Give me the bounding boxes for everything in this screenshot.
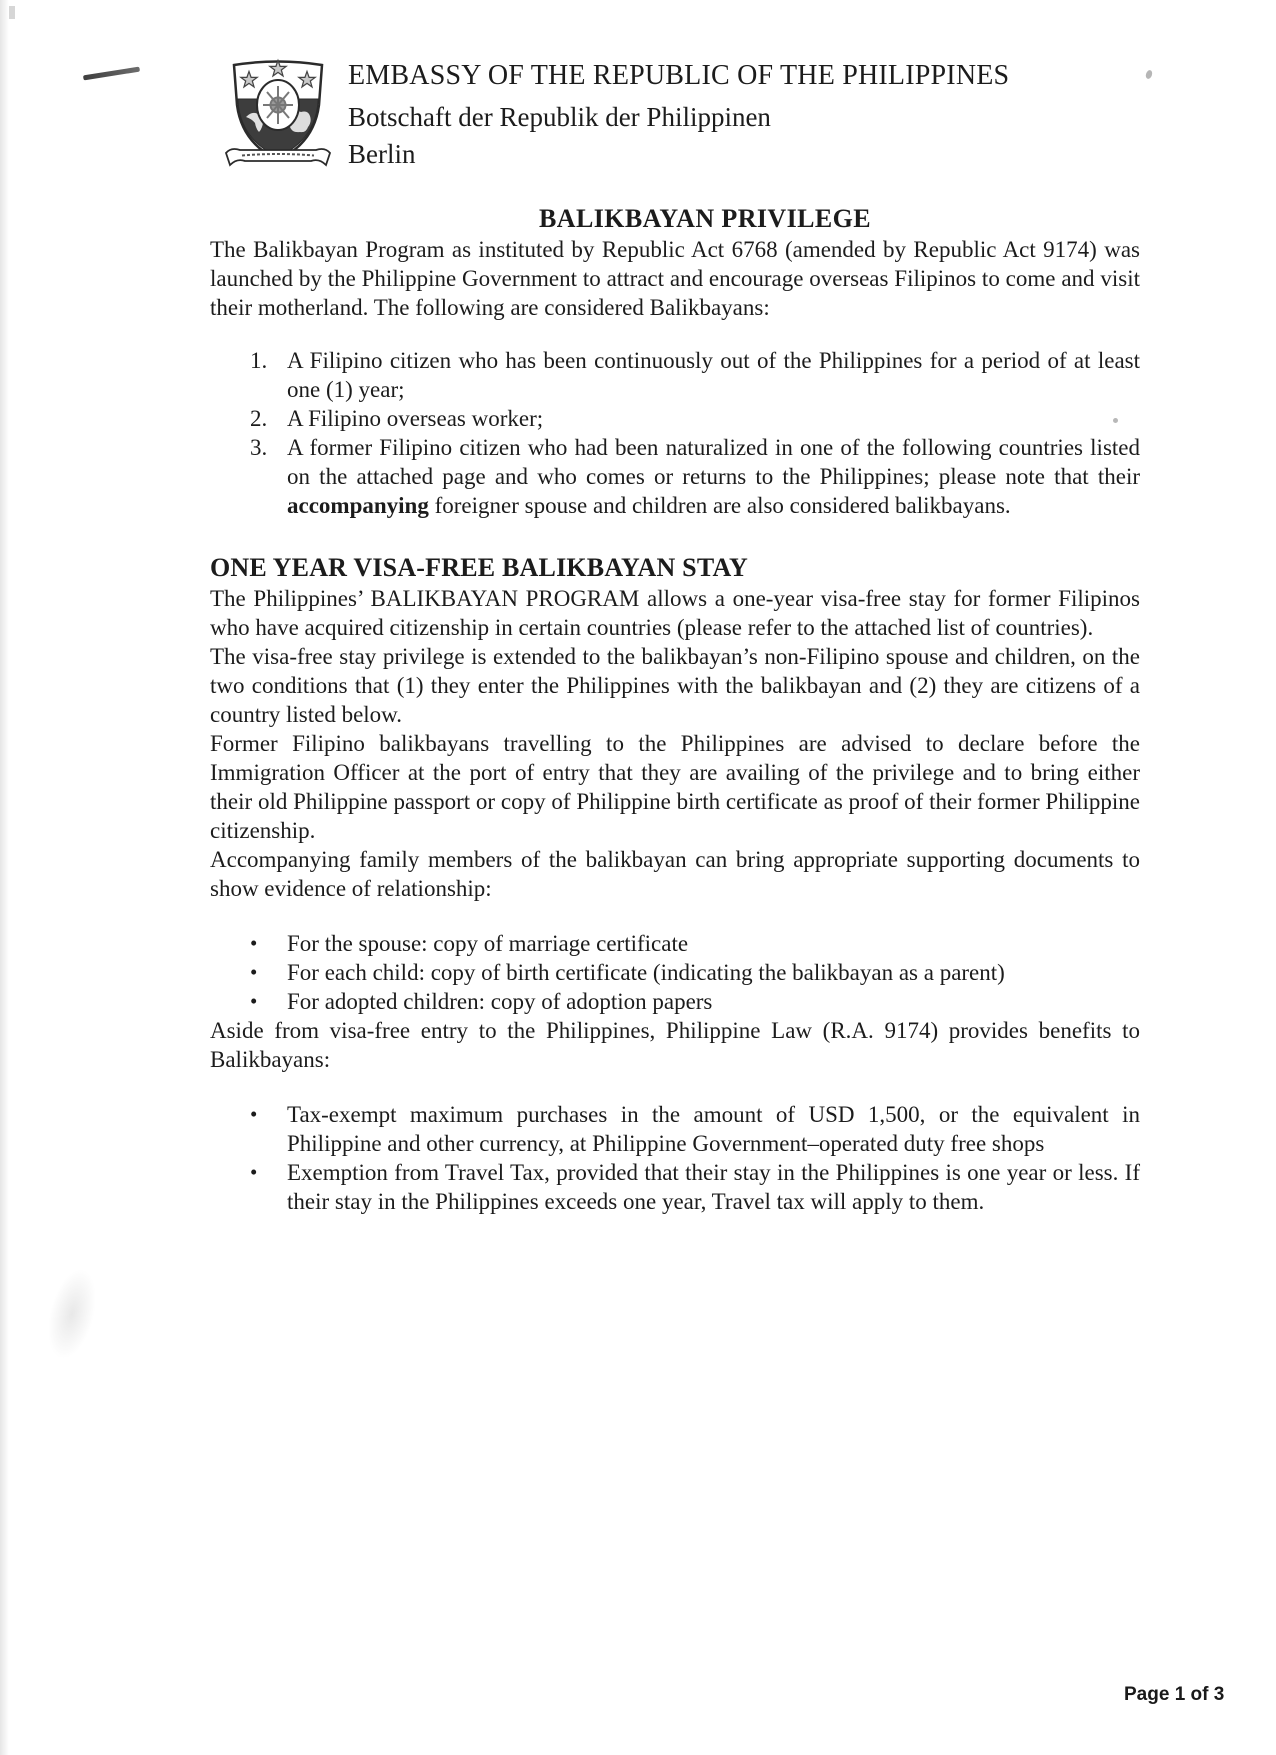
benefits-list <box>210 1100 1140 1216</box>
scan-artifact-fleck <box>1145 69 1153 79</box>
list-item-text: A former Filipino citizen who had been naturalized in one of the following countries listed on the attached page and who comes or returns to the Philippines; please note that their <box>287 435 1140 489</box>
letterhead <box>222 55 1009 175</box>
bullet-text: For adopted children: copy of adoption papers <box>287 989 713 1014</box>
paragraph-family-documents: Accompanying family members of the balikbayan can bring appropriate supporting documents to show evidence of relationship: <box>210 847 1140 901</box>
embassy-name-german: Botschaft der Republik der Philippinen <box>348 102 771 132</box>
intro-paragraph: The Balikbayan Program as instituted by Republic Act 6768 (amended by Republic Act 9174) was launched by the Philippine Government to attract and encourage overseas Filipinos to come and visit their motherland. The following are considered Balikbayans: <box>210 237 1140 320</box>
bullet-item <box>210 1100 1140 1158</box>
bullet-text: Exemption from Travel Tax, provided that their stay in the Philippines is one year or less. If their stay in the Philippines exceeds one year, Travel tax will apply to them. <box>287 1160 1140 1214</box>
list-number: 2. <box>250 406 268 431</box>
bullet-text: For the spouse: copy of marriage certificate <box>287 931 689 956</box>
bullet-text: Tax-exempt maximum purchases in the amount of USD 1,500, or the equivalent in Philippine and other currency, at Philippine Government–operated duty free shops <box>287 1102 1140 1156</box>
list-item-text: foreigner spouse and children are also considered balikbayans. <box>428 493 1011 518</box>
embassy-city: Berlin <box>348 139 416 169</box>
embassy-name: EMBASSY OF THE REPUBLIC OF THE PHILIPPINES <box>348 60 1010 91</box>
bullet-item <box>210 929 1140 958</box>
pen-mark-artifact <box>83 67 140 81</box>
list-item <box>210 346 1140 404</box>
list-item <box>210 433 1140 520</box>
bullet-icon: • <box>250 931 258 955</box>
bullet-icon: • <box>250 989 258 1013</box>
paragraph-benefits: Aside from visa-free entry to the Philippines, Philippine Law (R.A. 9174) provides benefits to Balikbayans: <box>210 1018 1140 1072</box>
bullet-icon: • <box>250 960 258 984</box>
bullet-item <box>210 958 1140 987</box>
balikbayan-definition-list <box>210 346 1140 520</box>
bullet-icon: • <box>250 1160 258 1184</box>
scan-artifact-corner <box>9 6 15 19</box>
section-heading: ONE YEAR VISA-FREE BALIKBAYAN STAY <box>210 553 749 582</box>
scanner-edge-shadow <box>0 0 9 1755</box>
paragraph-declare: Former Filipino balikbayans travelling to the Philippines are advised to declare before the Immigration Officer at the port of entry that they are availing of the privilege and to bring either their old Philippine passport or copy of Philippine birth certificate as proof of their former Philippine citizenship. <box>210 731 1140 843</box>
page-number: Page 1 of 3 <box>1124 1684 1225 1705</box>
supporting-documents-list <box>210 929 1140 1016</box>
bullet-item <box>210 1158 1140 1216</box>
list-item <box>210 404 1140 433</box>
scan-artifact-smudge <box>40 1264 105 1364</box>
bullet-item <box>210 987 1140 1016</box>
bullet-text: For each child: copy of birth certificate (indicating the balikbayan as a parent) <box>287 960 1005 985</box>
paragraph-spouse-children: The visa-free stay privilege is extended to the balikbayan’s non-Filipino spouse and children, on the two conditions that (1) they enter the Philippines with the balikbayan and (2) they are citizens of a country listed below. <box>210 644 1140 727</box>
list-item-text-bold: accompanying <box>287 493 429 518</box>
list-number: 1. <box>250 348 268 373</box>
document-title: BALIKBAYAN PRIVILEGE <box>539 204 871 233</box>
list-item-text: A Filipino overseas worker; <box>287 406 544 431</box>
letterhead-text <box>348 55 1009 170</box>
bullet-icon: • <box>250 1102 258 1126</box>
list-number: 3. <box>250 435 268 460</box>
paragraph-program: The Philippines’ BALIKBAYAN PROGRAM allows a one-year visa-free stay for former Filipinos who have acquired citizenship in certain countries (please refer to the attached list of countries). <box>210 586 1140 640</box>
philippine-coat-of-arms-icon <box>222 55 334 175</box>
list-item-text: A Filipino citizen who has been continuously out of the Philippines for a period of at least one (1) year; <box>287 348 1140 402</box>
document-body <box>210 203 1140 1216</box>
